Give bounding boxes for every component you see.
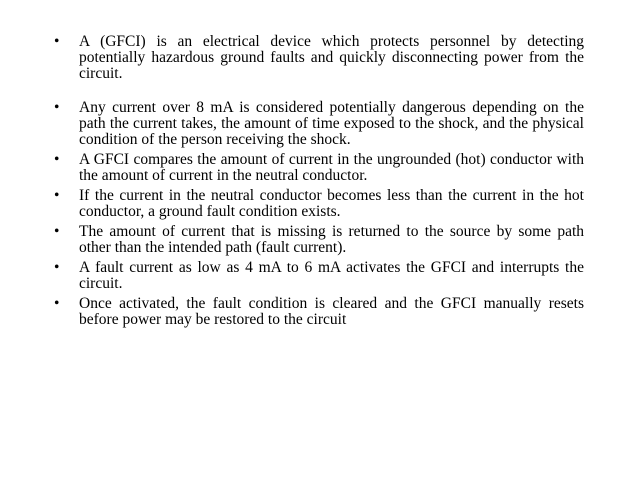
bullet-icon: •: [54, 259, 60, 276]
bullet-item: [54, 260, 584, 292]
bullet-item: [54, 152, 584, 184]
bullet-icon: •: [54, 33, 60, 50]
bullet-icon: •: [54, 295, 60, 312]
bullet-icon: •: [54, 99, 60, 116]
bullet-item: [54, 100, 584, 148]
bullet-text: Once activated, the fault condition is cleared and the GFCI manually resets before power may be restored to the circuit: [79, 295, 584, 328]
bullet-text: If the current in the neutral conductor becomes less than the current in the hot conductor, a ground fault condition exists.: [79, 187, 584, 220]
bullet-list: [54, 34, 584, 328]
bullet-text: A (GFCI) is an electrical device which protects personnel by detecting potentially hazardous ground faults and quickly disconnecting power from the circuit.: [79, 33, 584, 82]
bullet-text: A fault current as low as 4 mA to 6 mA activates the GFCI and interrupts the circuit.: [79, 259, 584, 292]
bullet-icon: •: [54, 223, 60, 240]
bullet-item: [54, 296, 584, 328]
bullet-text: A GFCI compares the amount of current in the ungrounded (hot) conductor with the amount of current in the neutral conductor.: [79, 151, 584, 184]
bullet-item: [54, 188, 584, 220]
bullet-icon: •: [54, 187, 60, 204]
bullet-text: Any current over 8 mA is considered potentially dangerous depending on the path the current takes, the amount of time exposed to the shock, and the physical condition of the person receiving the shock.: [79, 99, 584, 148]
bullet-item: [54, 34, 584, 82]
bullet-text: The amount of current that is missing is returned to the source by some path other than the intended path (fault current).: [79, 223, 584, 256]
bullet-icon: •: [54, 151, 60, 168]
bullet-item: [54, 224, 584, 256]
